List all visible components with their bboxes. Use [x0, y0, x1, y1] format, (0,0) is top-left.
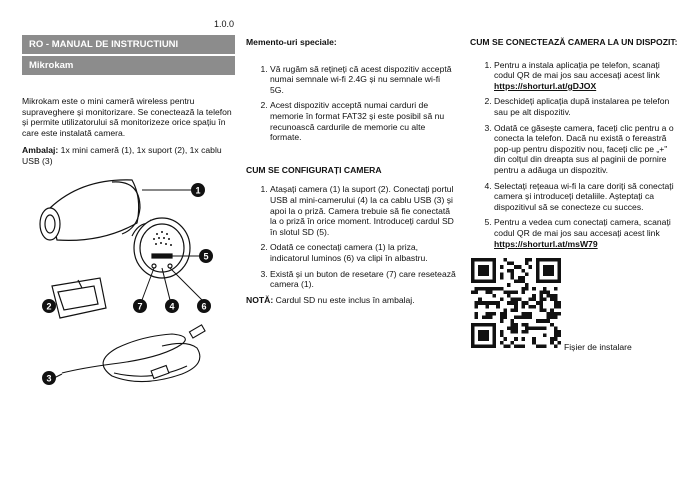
note-text: Cardul SD nu este inclus în ambalaj. — [273, 294, 415, 305]
special-item: 1. Vă rugăm să rețineți că acest dispozitiv acceptă numai semnale wi-fi 2.4G și nu semnale wi-fi 5G. — [270, 64, 456, 96]
product-name-bar: Mikrokam — [22, 56, 235, 75]
package-label: Ambalaj: — [22, 145, 59, 156]
configure-item: 3. Există și un buton de resetare (7) care resetează camera (1). — [270, 269, 456, 290]
svg-text:7: 7 — [137, 301, 143, 312]
configure-list — [246, 184, 456, 289]
callout-2 — [42, 299, 56, 313]
column-connect — [470, 37, 680, 254]
special-heading: Memento-uri speciale: — [246, 37, 337, 47]
tutorial-link[interactable]: https://shorturl.at/msW79 — [494, 238, 598, 249]
package-contents — [22, 145, 240, 166]
camera-drawing — [40, 180, 140, 241]
svg-text:1: 1 — [195, 185, 201, 196]
svg-text:4: 4 — [169, 301, 175, 312]
connect-item — [494, 217, 680, 249]
svg-text:2: 2 — [46, 301, 52, 312]
svg-text:5: 5 — [203, 251, 209, 262]
package-text: 1x mini cameră (1), 1x suport (2), 1x cablu USB (3) — [22, 145, 222, 166]
connect-item: 3. Odată ce găsește camera, faceți clic pentru a o conecta la telefon. Dacă nu există o fereastră pop-up pentru dispozitiv nou, faceți clic pe „+" din colțul din dreapta sus al paginii de pornire pentru a adăuga un dispozitiv. — [494, 123, 680, 176]
column-setup — [246, 37, 456, 305]
qr-code[interactable] — [471, 258, 561, 348]
configure-item: 1. Atașați camera (1) la suport (2). Conectați portul USB al mini-camerului (4) la ca cablu USB (3) și apoi la o priză. Camera trebuie să fie conectată la o priză în orice moment. Introduceți cardul SD în slotul SD (5). — [270, 184, 456, 237]
connect-step5-text: Pentru a vedea cum conectați camera, scanați codul QR de mai jos sau accesați acest link — [494, 217, 671, 238]
connect-item: 4. Selectați rețeaua wi-fi la care doriți să conectați camera și introduceți detaliile. Așteptați ca dispozitivul să se conecteze cu succes. — [494, 181, 680, 213]
callout-1 — [142, 183, 205, 197]
svg-text:3: 3 — [46, 373, 52, 384]
intro-description: Mikrokam este o mini cameră wireless pentru supraveghere și monitorizare. Se conectează la telefon și permite utilizatorului să monitorizeze orice spațiu în care este instalată camera. — [22, 96, 232, 138]
callout-3 — [42, 371, 62, 385]
cable-drawing — [62, 325, 205, 382]
intro-section — [22, 96, 240, 174]
install-link[interactable]: https://shorturl.at/gDJOX — [494, 80, 597, 91]
configure-item: 2. Odată ce conectați camera (1) la priza, indicatorul luminos (6) va clipi în albastru. — [270, 242, 456, 263]
svg-text:6: 6 — [201, 301, 207, 312]
configure-heading: CUM SE CONFIGURAȚI CAMERA — [246, 164, 382, 175]
note — [246, 295, 456, 306]
connect-list — [470, 60, 680, 250]
connect-item — [494, 60, 680, 92]
connect-heading: CUM SE CONECTEAZĂ CAMERA LA UN DISPOZIT: — [470, 37, 678, 47]
stand-drawing — [52, 278, 106, 318]
connect-item: 2. Deschideți aplicația după instalarea pe telefon sau pe alt dispozitiv. — [494, 96, 680, 117]
connect-step1-text: Pentru a instala aplicația pe telefon, scanați codul QR de mai jos sau accesați acest link — [494, 59, 660, 81]
version-number: 1.0.0 — [214, 19, 235, 29]
product-diagram — [22, 168, 240, 400]
note-label: NOTĂ: — [246, 294, 274, 305]
special-item: 2. Acest dispozitiv acceptă numai carduri de memorie în format FAT32 și este posibil să nu recunoască cardurile de memorie cu alte formate. — [270, 100, 456, 142]
manual-title-bar: RO - MANUAL DE INSTRUCTIUNI — [22, 35, 235, 54]
qr-label: Fișier de instalare — [564, 342, 632, 352]
special-list — [246, 64, 456, 143]
